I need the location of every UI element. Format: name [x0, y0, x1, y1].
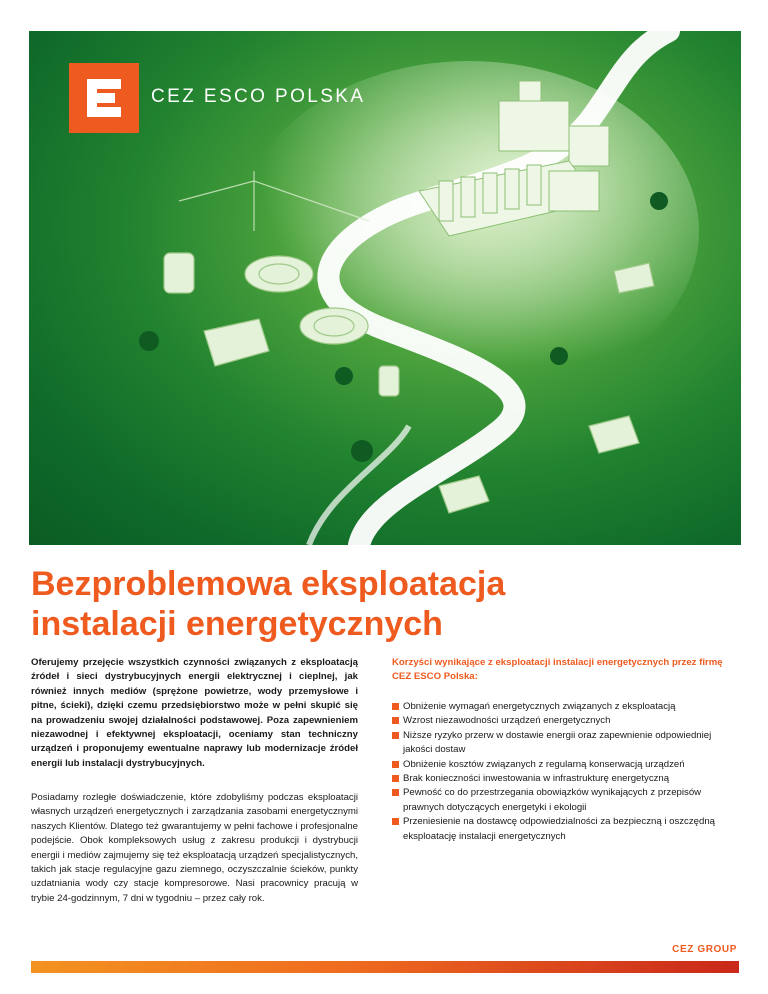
- footer-color-bar: [31, 961, 739, 973]
- footer-brand: CEZ GROUP: [672, 944, 737, 955]
- page-title: [31, 564, 651, 644]
- list-item: Wzrost niezawodności urządzeń energetycznych: [392, 714, 737, 728]
- brand-name: CEZ ESCO POLSKA: [151, 86, 366, 107]
- title-line-2: instalacji energetycznych: [31, 605, 443, 643]
- title-line-1: Bezproblemowa eksploatacja: [31, 565, 506, 603]
- list-item: Niższe ryzyko przerw w dostawie energii oraz zapewnienie odpowiedniej jakości dostaw: [392, 729, 737, 758]
- intro-paragraph: Oferujemy przejęcie wszystkich czynności związanych z eksploatacją źródeł i sieci dystrybucyjnych energii elektrycznej i cieplnej, jak również innych mediów (sprężone powietrze, wody przemysłowe i pitne, ścieki), dzięki czemu przedsiębiorstwo może w pełni skupić się na prowadzeniu swojej działalności podstawowej. Poza zapewnieniem niezawodnej i efektywnej eksploatacji, oceniamy stan techniczny urządzeń i proponujemy ewentualne naprawy lub modernizacje źródeł energii lub instalacji dystrybucyjnych.: [31, 657, 358, 769]
- benefits-list: [392, 700, 737, 844]
- list-item: Brak konieczności inwestowania w infrastrukturę energetyczną: [392, 772, 737, 786]
- list-item: Obniżenie kosztów związanych z regularną konserwacją urządzeń: [392, 758, 737, 772]
- benefits-heading: Korzyści wynikające z eksploatacji instalacji energetycznych przez firmę CEZ ESCO Polska:: [392, 657, 723, 683]
- hero-illustration: [29, 31, 741, 545]
- cez-logo: [69, 63, 139, 133]
- list-item: Przeniesienie na dostawcę odpowiedzialności za bezpieczną i oszczędną eksploatację instalacji energetycznych: [392, 815, 737, 844]
- bullet-square-icon: [392, 761, 399, 768]
- bullet-square-icon: [392, 703, 399, 710]
- bullet-square-icon: [392, 732, 399, 739]
- bullet-square-icon: [392, 775, 399, 782]
- bullet-square-icon: [392, 789, 399, 796]
- list-item: Pewność co do przestrzegania obowiązków wynikających z przepisów prawnych dotyczących energetyki i ekologii: [392, 786, 737, 815]
- cez-logo-mark: [69, 63, 139, 133]
- body-paragraph: Posiadamy rozległe doświadczenie, które zdobyliśmy podczas eksploatacji własnych urządzeń energetycznych i zarządzania zasobami energetycznymi naszych Klientów. Dlatego też gwarantujemy w pełni fachowe i profesjonalne podejście. Obok kompleksowych usług z zakresu produkcji i dystrybucji energii i mediów zajmujemy się też eksploatacją urządzeń specjalistycznych, takich jak stacje regulacyjne gazu ziemnego, oczyszczalnie ścieków, punkty uzdatniania wody czy stacje kompresorowe. Nasi pracownicy pracują w trybie 24-godzinnym, 7 dni w tygodniu – przez cały rok.: [31, 792, 358, 904]
- bullet-square-icon: [392, 717, 399, 724]
- bullet-square-icon: [392, 818, 399, 825]
- list-item: Obniżenie wymagań energetycznych związanych z eksploatacją: [392, 700, 737, 714]
